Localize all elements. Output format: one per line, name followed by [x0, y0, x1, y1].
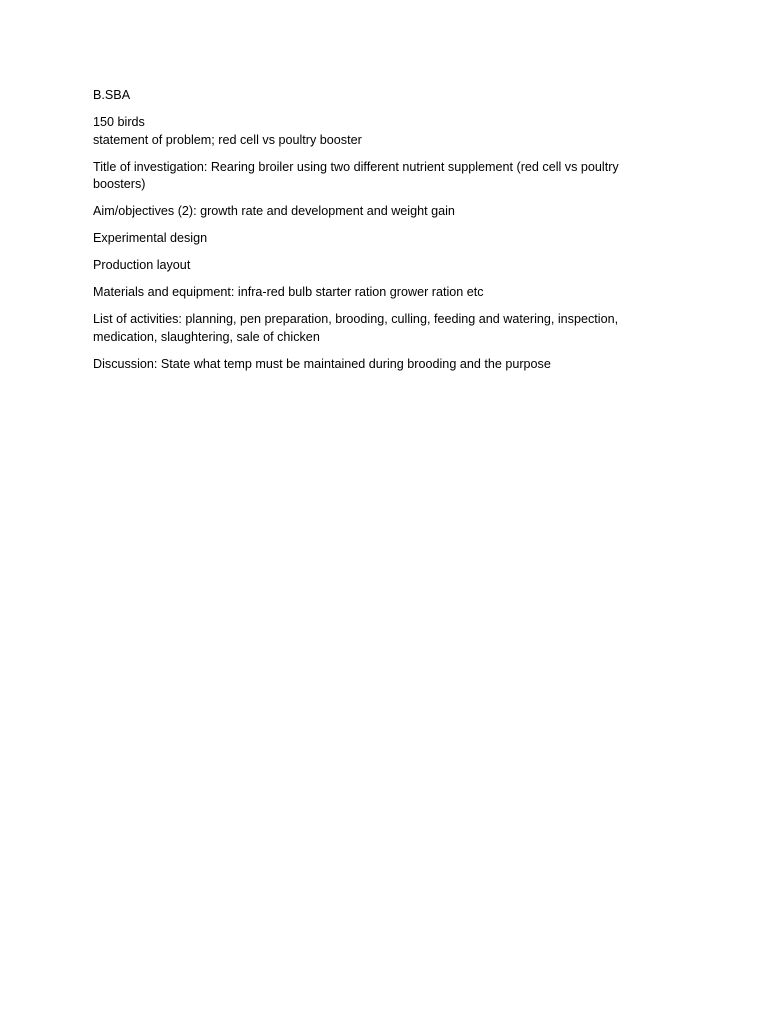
title-of-investigation: Title of investigation: Rearing broiler using two different nutrient supplement (red cell vs poultry boosters) — [93, 159, 619, 191]
birds-count: 150 birds — [93, 115, 145, 129]
document-heading: B.SBA — [93, 88, 131, 102]
birds-and-statement — [93, 114, 673, 149]
statement-of-problem: statement of problem; red cell vs poultry booster — [93, 132, 362, 147]
experimental-design: Experimental design — [93, 231, 208, 245]
discussion: Discussion: State what temp must be maintained during brooding and the purpose — [93, 356, 551, 371]
list-of-activities: List of activities: planning, pen preparation, brooding, culling, feeding and watering, inspection, medication, slaughtering, sale of chicken — [93, 312, 619, 344]
aim-objectives: Aim/objectives (2): growth rate and development and weight gain — [93, 204, 455, 218]
production-layout: Production layout — [93, 258, 191, 272]
document-body — [93, 87, 673, 383]
materials-and-equipment: Materials and equipment: infra-red bulb starter ration grower ration etc — [93, 285, 484, 299]
